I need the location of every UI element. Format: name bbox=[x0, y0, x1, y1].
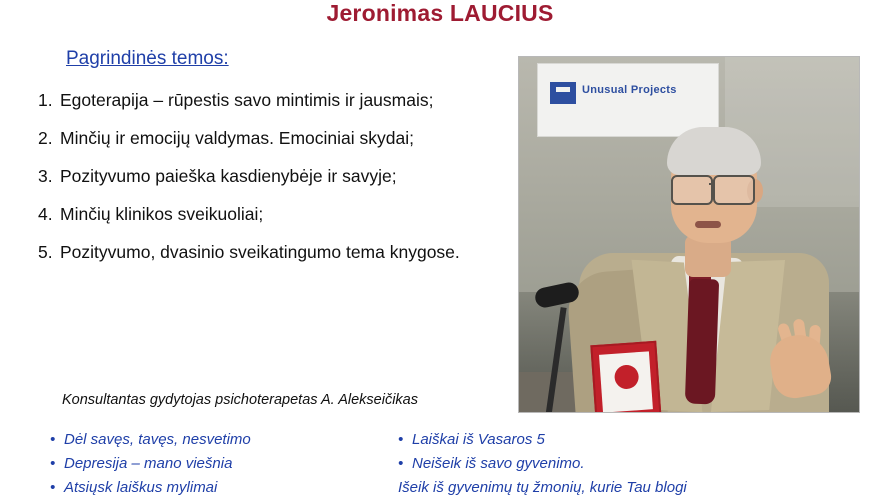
photo-glasses-left bbox=[671, 175, 713, 205]
book-list-left bbox=[50, 428, 380, 500]
photo-book-emblem bbox=[614, 364, 640, 390]
section-subtitle: Pagrindinės temos: bbox=[66, 48, 229, 69]
list-item bbox=[398, 452, 868, 476]
list-item-label: Išeik iš gyvenimų tų žmonių, kurie Tau blogi bbox=[398, 479, 687, 496]
list-item bbox=[38, 240, 498, 265]
list-item-label: Neišeik iš savo gyvenimo. bbox=[412, 455, 585, 472]
bullet-icon: • bbox=[398, 431, 404, 448]
list-item-label: Atsiųsk laiškus mylimai bbox=[64, 479, 218, 496]
list-item bbox=[38, 202, 498, 227]
list-item bbox=[50, 476, 380, 500]
list-item bbox=[38, 88, 498, 113]
banner-logo-icon bbox=[550, 82, 576, 104]
list-item-label: Depresija – mano viešnia bbox=[64, 455, 233, 472]
photo-glasses-bridge bbox=[709, 183, 715, 185]
list-item bbox=[398, 428, 868, 452]
photo-red-book bbox=[590, 341, 661, 413]
consultant-credit: Konsultantas gydytojas psichoterapetas A. Alekseičikas bbox=[62, 392, 418, 408]
list-item-number: 5. bbox=[38, 242, 53, 262]
page-title: Jeronimas LAUCIUS bbox=[326, 0, 554, 26]
list-item-label: Dėl savęs, tavęs, nesvetimo bbox=[64, 431, 251, 448]
photo-tie bbox=[685, 279, 719, 405]
list-item bbox=[50, 428, 380, 452]
photo-mouth bbox=[695, 221, 721, 228]
list-item-number: 2. bbox=[38, 128, 53, 148]
list-item bbox=[50, 452, 380, 476]
list-item-number: 4. bbox=[38, 204, 53, 224]
photo-hair bbox=[667, 127, 761, 175]
bullet-icon: • bbox=[50, 479, 56, 496]
book-list-right bbox=[398, 428, 868, 500]
photo-glasses-right bbox=[713, 175, 755, 205]
book-titles-section bbox=[0, 428, 880, 495]
list-item-number: 3. bbox=[38, 166, 53, 186]
list-item-label: Minčių ir emocijų valdymas. Emociniai skydai; bbox=[60, 128, 414, 148]
list-item bbox=[398, 476, 868, 500]
list-item-label: Minčių klinikos sveikuoliai; bbox=[60, 204, 264, 224]
list-item-label: Pozityvumo, dvasinio sveikatingumo tema knygose. bbox=[60, 242, 460, 262]
photo-banner bbox=[537, 63, 719, 137]
photo-book-cover bbox=[599, 351, 653, 412]
speaker-photo bbox=[518, 56, 860, 413]
list-item-label: Pozityvumo paieška kasdienybėje ir savyje; bbox=[60, 166, 397, 186]
bullet-icon: • bbox=[50, 431, 56, 448]
list-item-number: 1. bbox=[38, 90, 53, 110]
bullet-icon: • bbox=[398, 455, 404, 472]
banner-text: Unusual Projects bbox=[582, 84, 677, 96]
list-item-label: Laiškai iš Vasaros 5 bbox=[412, 431, 545, 448]
bullet-icon: • bbox=[50, 455, 56, 472]
list-item bbox=[38, 126, 498, 151]
list-item-label: Egoterapija – rūpestis savo mintimis ir jausmais; bbox=[60, 90, 434, 110]
topics-list bbox=[38, 88, 498, 278]
list-item bbox=[38, 164, 498, 189]
